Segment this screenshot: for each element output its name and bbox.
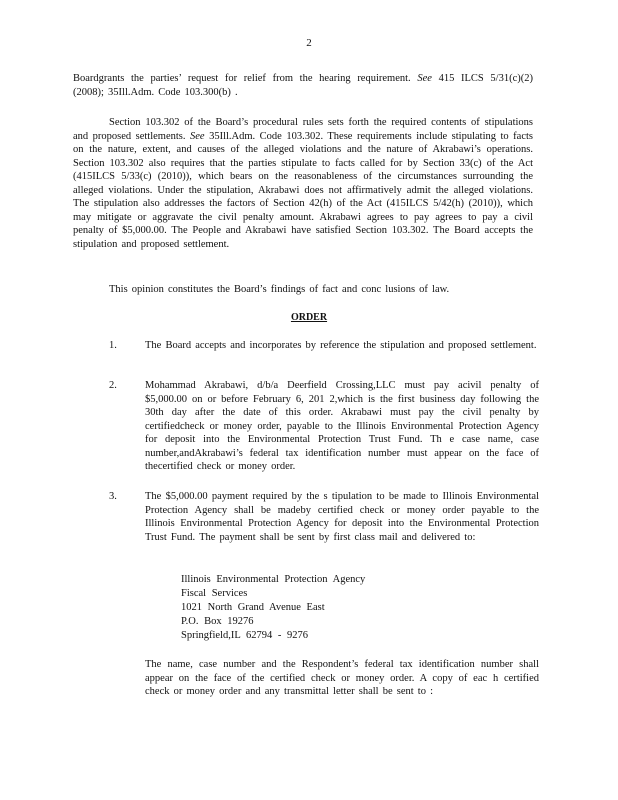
order-item-text: The Board accepts and incorporates by reference the stipulation and proposed settlement. xyxy=(145,340,537,351)
mailing-address xyxy=(181,573,441,643)
intro-text: Boardgrants the parties’ request for relief from the hearing requirement. xyxy=(73,73,411,84)
section-paragraph xyxy=(73,116,533,251)
address-line: P.O. Box 19276 xyxy=(181,616,254,627)
address-line: 1021 North Grand Avenue East xyxy=(181,602,325,613)
opinion-paragraph: This opinion constitutes the Board’s findings of fact and conc lusions of law. xyxy=(109,284,450,295)
intro-paragraph xyxy=(73,72,533,99)
page-number: 2 xyxy=(306,37,312,49)
address-line: Illinois Environmental Protection Agency xyxy=(181,574,366,585)
section-text-2: 35Ill.Adm. Code 103.302. These requirements include stipulating to facts on the nature, extent, and causes of the alleged violations and the nature of Akrabawi’s operations. Section 103.302 also requires that the parties stipulate to facts called for by Section 33(c) of the Act (415ILCS 5/33(c) (2010)), which bears on the reasonableness of the circumstances surrounding the alleged violations. Under the stipulation, Akrabawi does not affirmatively admit the alleged violations. The stipulation also addresses the factors of Section 42(h) of the Act (415ILCS 5/42(h) (2010)), which may mitigate or aggravate the civil penalty amount. Akrabawi agrees to pay agrees to pay a civil penalty of $5,000.00. The People and Akrabawi have satisfied Section 103.302. The Board accepts the stipulation and proposed settlement. xyxy=(73,130,533,250)
order-item-number: 1. xyxy=(109,340,117,351)
section-text-1: Section 103.302 of the Board’s procedural rules sets forth the required contents of stipulations and proposed settlements. xyxy=(73,117,533,142)
address-line: Fiscal Services xyxy=(181,588,248,599)
final-paragraph: The name, case number and the Respondent’s federal tax identification number shall appear on the face of the certified check or money order. A copy of eac h certified check or money order and any transmittal letter shall be sent to : xyxy=(145,659,539,697)
section-see: See xyxy=(190,130,205,142)
order-item-number: 2. xyxy=(109,380,117,391)
order-item-number: 3. xyxy=(109,491,117,502)
order-item-text: Mohammad Akrabawi, d/b/a Deerfield Crossing,LLC must pay acivil penalty of $5,000.00 on or before February 6, 201 2,which is the first business day following the 30th day after the date of this order. Akrabawi must pay the civil penalty by certifiedcheck or money order, payable to the Illinois Environmental Protection Agency for deposit into the Environmental Protection Trust Fund. Th e case name, case number,andAkrabawi’s federal tax identification number must appear on the face of thecertified check or money order. xyxy=(145,380,539,472)
intro-see: See xyxy=(417,73,432,84)
address-line: Springfield,IL 62794 - 9276 xyxy=(181,630,309,641)
order-heading: ORDER xyxy=(290,312,328,323)
order-item-text: The $5,000.00 payment required by the s tipulation to be made to Illinois Environmental Protection Agency shall be madeby certified check or money order payable to the Illinois Environmental Protection Agency for deposit into the Environmental Protection Trust Fund. The payment shall be sent by first class mail and delivered to: xyxy=(145,491,539,543)
intro-citation: 415 ILCS 5/31(c)(2) (2008); 35Ill.Adm. Code 103.300(b) . xyxy=(73,73,534,98)
